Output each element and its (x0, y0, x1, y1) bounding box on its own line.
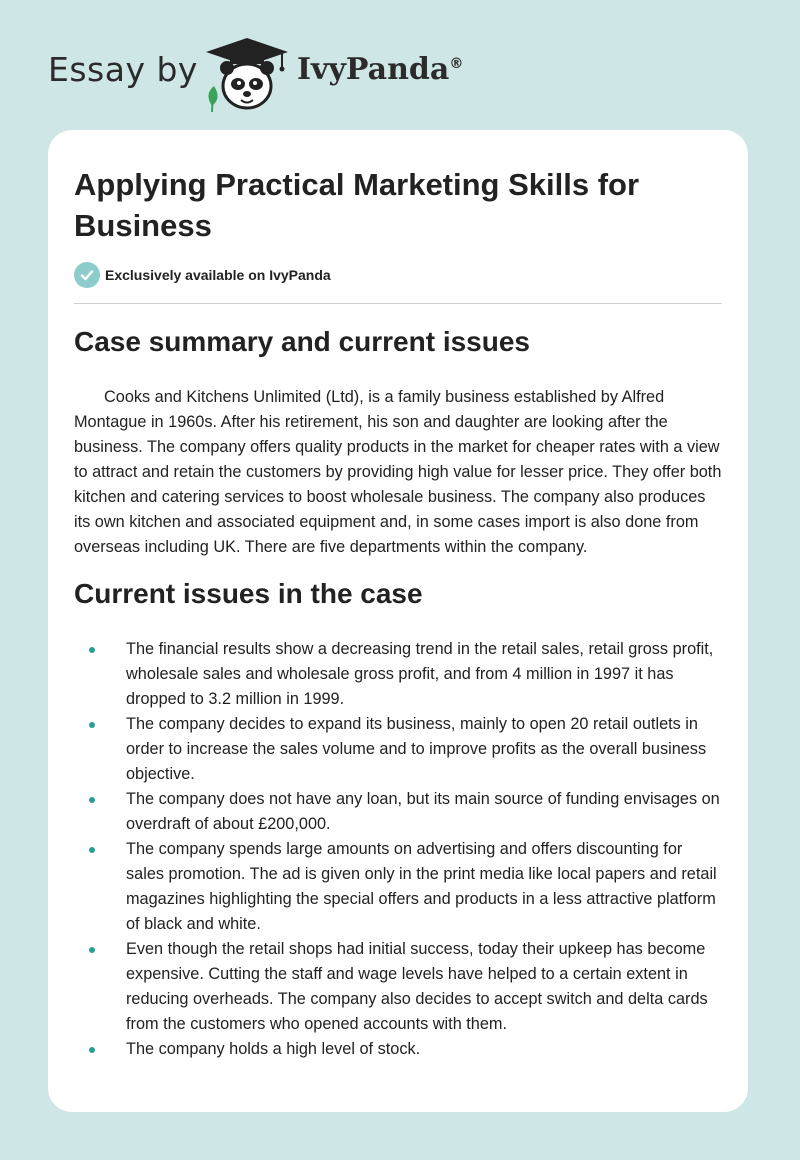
essay-by-label: Essay by (48, 50, 198, 89)
bullet-icon (89, 647, 95, 653)
list-item-text: The company spends large amounts on advertising and offers discounting for sales promotion. The ad is given only in the print media like local papers and retail magazines highlighting the special offers and products in a less attractive platform of black and white. (126, 840, 717, 933)
brand-name-text: IvyPanda (297, 52, 450, 87)
section-heading-current-issues: Current issues in the case (74, 578, 423, 609)
list-item (74, 637, 724, 712)
essay-card (48, 130, 748, 1112)
check-icon (74, 262, 100, 288)
list-item-text: The company does not have any loan, but its main source of funding envisages on overdraft of about £200,000. (126, 790, 720, 833)
bullet-icon (89, 722, 95, 728)
panda-graduate-logo-icon[interactable] (200, 34, 295, 114)
list-item-text: The company decides to expand its business, mainly to open 20 retail outlets in order to increase the sales volume and to improve profits as the overall business objective. (126, 715, 707, 783)
list-item-text: Even though the retail shops had initial success, today their upkeep has become expensive. Cutting the staff and wage levels have helped to a certain extent in reducing overheads. The company also decides to accept switch and delta cards from the customers who opened accounts with them. (126, 940, 708, 1033)
bullet-icon (89, 947, 95, 953)
case-summary-paragraph: Cooks and Kitchens Unlimited (Ltd), is a family business established by Alfred Montague in 1960s. After his retirement, his son and daughter are looking after the business. The company offers quality products in the market for cheaper rates with a view to attract and retain the customers by providing high value for lesser price. They offer both kitchen and catering services to boost wholesale business. The company also produces its own kitchen and associated equipment and, in some cases import is also done from overseas including UK. There are five departments within the company. (74, 388, 722, 556)
bullet-icon (89, 1047, 95, 1053)
list-item-text: The company holds a high level of stock. (126, 1040, 421, 1058)
exclusive-badge (74, 262, 331, 288)
section-heading-case-summary: Case summary and current issues (74, 326, 530, 357)
exclusive-badge-label: Exclusively available on IvyPanda (105, 267, 331, 283)
list-item-text: The financial results show a decreasing trend in the retail sales, retail gross profit, wholesale sales and wholesale gross profit, and from 4 million in 1997 it has dropped to 3.2 million in 1999. (126, 640, 714, 708)
bullet-icon (89, 847, 95, 853)
brand-name[interactable] (297, 52, 463, 87)
issues-list (74, 637, 724, 1062)
list-item (74, 937, 724, 1037)
divider (74, 303, 722, 304)
list-item (74, 712, 724, 787)
list-item (74, 1037, 724, 1062)
page-title: Applying Practical Marketing Skills for Business (74, 167, 640, 243)
bullet-icon (89, 797, 95, 803)
registered-mark: ® (449, 56, 464, 72)
list-item (74, 787, 724, 837)
site-header (0, 0, 800, 130)
list-item (74, 837, 724, 937)
